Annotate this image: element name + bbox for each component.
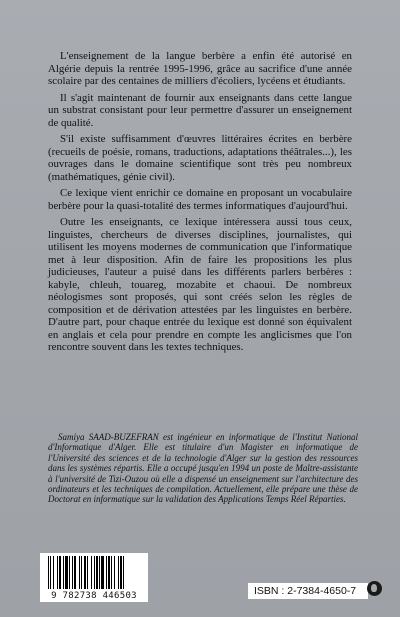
blurb-paragraph-5: Outre les enseignants, ce lexique intéressera aussi tous ceux, linguistes, chercheurs de diverses disciplines, journalistes, qui utilisent les moyens modernes de communication que l'informatique met à leur disposition. Afin de faire les propositions les plus judicieuses, l'auteur a puisé dans les différents parlers berbères : kabyle, chleuh, touareg, mozabite et chaoui. De nombreux néologismes sont proposés, qui sont créés selon les règles de composition et de dérivation attestées par les linguistes en berbère. D'autre part, pour chaque entrée du lexique est donné son équivalent en anglais et cela pour prendre en compte les anglicismes que l'on rencontre souvent dans les textes techniques.: [48, 216, 352, 353]
barcode-bar: [94, 556, 95, 589]
barcode-bar: [123, 556, 124, 589]
author-bio: [48, 432, 358, 505]
blurb-paragraph-4: Ce lexique vient enrichir ce domaine en proposant un vocabulaire berbère pour la quasi-totalité des termes informatiques d'aujourd'hui.: [48, 187, 352, 212]
barcode-bar: [91, 556, 92, 589]
barcode-bar: [108, 556, 110, 589]
barcode-bar: [111, 556, 112, 589]
cover-blurb: [48, 50, 352, 358]
barcode-bar: [120, 556, 122, 589]
blurb-paragraph-1: L'enseignement de la langue berbère a enfin été autorisé en Algérie depuis la rentrée 1995-1996, grâce au sacrifice d'une année scolaire par des centaines de milliers d'écoliers, lycéens et étudiants.: [48, 50, 352, 87]
barcode-bar: [74, 556, 76, 589]
barcode-bar: [114, 556, 115, 589]
isbn-label: ISBN : 2-7384-4650-7: [248, 583, 368, 599]
barcode-bar: [96, 556, 98, 589]
blurb-paragraph-2: Il s'agit maintenant de fournir aux enseignants dans cette langue un substrat consistant pour leur permettre d'assurer un enseignement de qualité.: [48, 91, 352, 129]
barcode-bar: [99, 556, 100, 589]
barcode-bar: [57, 556, 58, 589]
barcode-bar: [106, 556, 107, 589]
barcode-bar: [65, 556, 68, 589]
publisher-logo-icon: [367, 581, 382, 596]
barcode-bar: [48, 556, 49, 589]
barcode-bars: [46, 556, 142, 589]
barcode-bar: [50, 556, 51, 589]
author-bio-text: Samiya SAAD-BUZEFRAN est ingénieur en informatique de l'Institut National d'Informatique d'Alger. Elle est titulaire d'un Magister en informatique de l'Université des sciences et de la technologie d'Alger sur la gestion des ressources dans les systèmes répartis. Elle a occupé jusqu'en 1994 un poste de Maître-assistante à l'université de Tizi-Ouzou où elle a dispensé un enseignement sur l'architecture des ordinateurs et les techniques de compilation. Actuellement, elle prépare une thèse de Doctorat en informatique sur la validation des Applications Temps Réel Réparties.: [48, 432, 358, 505]
barcode-bar: [81, 556, 82, 589]
barcode-bar: [79, 556, 80, 589]
barcode-bar: [118, 556, 119, 589]
barcode-number: 9 782738 446503: [40, 590, 148, 602]
barcode-bar: [59, 556, 61, 589]
barcode-bar: [63, 556, 64, 589]
barcode: [40, 553, 148, 602]
barcode-bar: [101, 556, 104, 589]
barcode-bar: [87, 556, 88, 589]
barcode-bar: [53, 556, 54, 589]
blurb-paragraph-3: S'il existe suffisamment d'œuvres littéraires écrites en berbère (recueils de poésie, romans, traductions, adaptations théâtrales...), les ouvrages dans le domaine scientifique sont très peu nombreux (mathématiques, génie civil).: [48, 133, 352, 183]
barcode-bar: [69, 556, 70, 589]
barcode-bar: [84, 556, 86, 589]
barcode-bar: [72, 556, 73, 589]
